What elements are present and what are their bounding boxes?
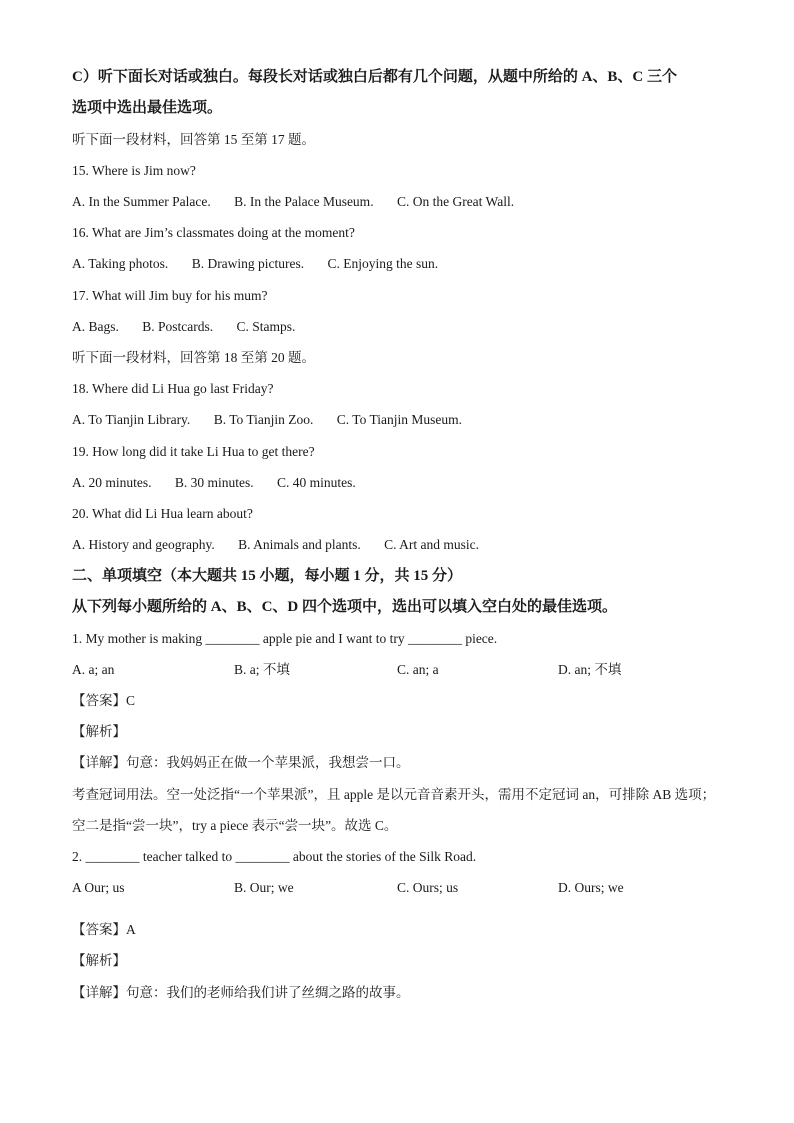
option-c: C. an; a bbox=[397, 662, 439, 677]
option-b: B. 30 minutes. bbox=[174, 475, 254, 490]
section-c-intro-2: 听下面一段材料，回答第 18 至第 20 题。 bbox=[72, 350, 315, 365]
option-d: D. an; 不填 bbox=[558, 662, 622, 677]
mc-2-analysis-label: 【解析】 bbox=[72, 953, 126, 968]
question-20: 20. What did Li Hua learn about? bbox=[72, 506, 253, 521]
mc-1-answer: 【答案】C bbox=[72, 693, 136, 708]
mc-1-analysis-label: 【解析】 bbox=[72, 724, 126, 739]
option-a: A. 20 minutes. bbox=[72, 475, 152, 490]
section-2-instruction: 从下列每小题所给的 A、B、C、D 四个选项中，选出可以填入空白处的最佳选项。 bbox=[72, 599, 618, 615]
option-c: C. On the Great Wall. bbox=[396, 194, 515, 209]
question-18: 18. Where did Li Hua go last Friday? bbox=[72, 381, 274, 396]
question-18-options bbox=[72, 411, 482, 429]
option-a: A. History and geography. bbox=[72, 537, 215, 552]
option-b: B. Our; we bbox=[234, 880, 294, 895]
option-c: C. Ours; us bbox=[397, 880, 459, 895]
option-a: A. a; an bbox=[72, 662, 115, 677]
option-c: C. To Tianjin Museum. bbox=[336, 412, 462, 427]
option-c: C. Enjoying the sun. bbox=[327, 256, 439, 271]
option-a: A. Taking photos. bbox=[72, 256, 169, 271]
mc-question-1: 1. My mother is making ________ apple pie and I want to try ________ piece. bbox=[72, 631, 498, 646]
option-b: B. Drawing pictures. bbox=[191, 256, 305, 271]
option-b: B. To Tianjin Zoo. bbox=[213, 412, 314, 427]
question-17: 17. What will Jim buy for his mum? bbox=[72, 288, 268, 303]
option-b: B. a; 不填 bbox=[234, 662, 290, 677]
mc-1-explanation: 考查冠词用法。空一处泛指“一个苹果派”，且 apple 是以元音音素开头，需用不定冠词 an，可排除 AB 选项；空二是指“尝一块”，try a piece 表示“尝一块”。故选 C。 bbox=[72, 787, 716, 833]
question-16: 16. What are Jim’s classmates doing at the moment? bbox=[72, 225, 355, 240]
option-b: B. Postcards. bbox=[142, 319, 214, 334]
mc-2-detail: 【详解】句意：我们的老师给我们讲了丝绸之路的故事。 bbox=[72, 985, 410, 1000]
section-c-intro-1: 听下面一段材料，回答第 15 至第 17 题。 bbox=[72, 132, 315, 147]
mc-1-detail: 【详解】句意：我妈妈正在做一个苹果派，我想尝一口。 bbox=[72, 755, 410, 770]
question-19-options bbox=[72, 474, 376, 492]
option-a: A Our; us bbox=[72, 880, 125, 895]
question-20-options bbox=[72, 536, 499, 554]
option-a: A. Bags. bbox=[72, 319, 119, 334]
option-c: C. Stamps. bbox=[236, 319, 296, 334]
option-b: B. In the Palace Museum. bbox=[234, 194, 374, 209]
section-2-heading: 二、单项填空（本大题共 15 小题，每小题 1 分，共 15 分） bbox=[72, 568, 463, 584]
option-a: A. To Tianjin Library. bbox=[72, 412, 191, 427]
section-c-heading-line2: 选项中选出最佳选项。 bbox=[72, 100, 223, 116]
section-c-heading-line1: C）听下面长对话或独白。每段长对话或独白后都有几个问题，从题中所给的 A、B、C 三个 bbox=[72, 69, 678, 85]
option-c: C. Art and music. bbox=[384, 537, 479, 552]
option-b: B. Animals and plants. bbox=[238, 537, 361, 552]
question-19: 19. How long did it take Li Hua to get there? bbox=[72, 444, 315, 459]
question-17-options bbox=[72, 318, 315, 336]
question-15: 15. Where is Jim now? bbox=[72, 163, 196, 178]
question-15-options bbox=[72, 193, 534, 211]
option-c: C. 40 minutes. bbox=[277, 475, 356, 490]
question-16-options bbox=[72, 255, 458, 273]
option-a: A. In the Summer Palace. bbox=[72, 194, 211, 209]
option-d: D. Ours; we bbox=[558, 880, 624, 895]
mc-question-2: 2. ________ teacher talked to ________ about the stories of the Silk Road. bbox=[72, 849, 477, 864]
mc-2-answer: 【答案】A bbox=[72, 922, 136, 937]
